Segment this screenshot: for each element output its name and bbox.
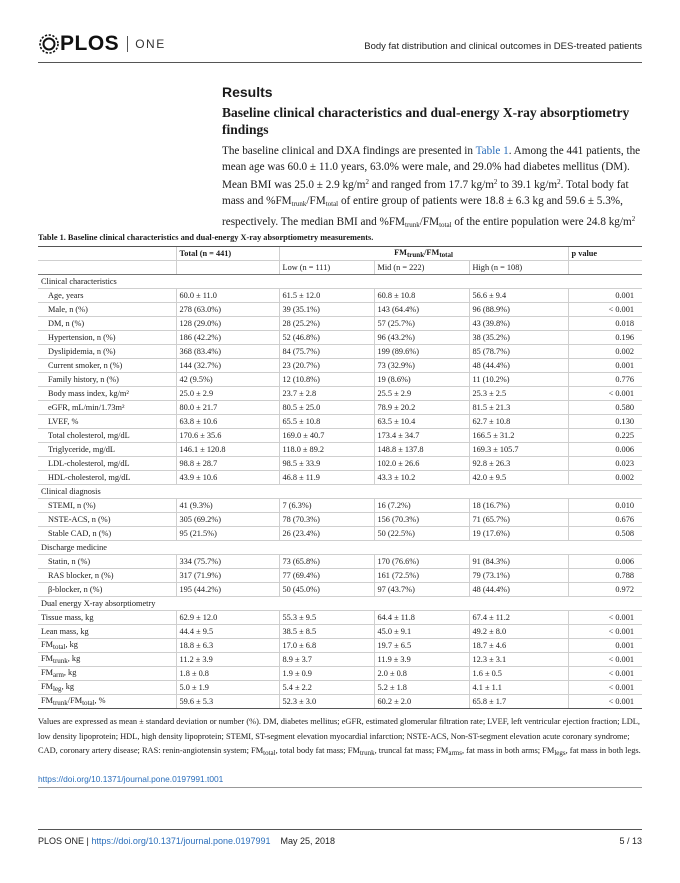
- row-label: Body mass index, kg/m²: [38, 387, 176, 401]
- plos-one-logo[interactable]: [38, 32, 166, 56]
- footer-date: May 25, 2018: [280, 836, 336, 846]
- logo-wordmark: PLOS: [60, 32, 120, 55]
- row-label: Family history, n (%): [38, 373, 176, 387]
- table-cell: 71 (65.7%): [469, 513, 568, 527]
- table-section-title: Clinical characteristics: [38, 275, 642, 289]
- table-cell: 18 (16.7%): [469, 499, 568, 513]
- table-cell: 8.9 ± 3.7: [279, 653, 374, 667]
- table-cell: 161 (72.5%): [374, 569, 469, 583]
- p-value-cell: < 0.001: [568, 653, 642, 667]
- p-value-cell: 0.002: [568, 345, 642, 359]
- table-cell: 97 (43.7%): [374, 583, 469, 597]
- table-cell: 85 (78.7%): [469, 345, 568, 359]
- p-value-cell: 0.001: [568, 289, 642, 303]
- table-doi-link[interactable]: https://doi.org/10.1371/journal.pone.0197991.t001: [38, 774, 224, 784]
- row-label: Total cholesterol, mg/dL: [38, 429, 176, 443]
- table-cell: 78 (70.3%): [279, 513, 374, 527]
- table-cell: 52.3 ± 3.0: [279, 695, 374, 709]
- table-cell: 73 (65.8%): [279, 555, 374, 569]
- table-cell: 118.0 ± 89.2: [279, 443, 374, 457]
- p-value-cell: < 0.001: [568, 695, 642, 709]
- table-cell: 62.7 ± 10.8: [469, 415, 568, 429]
- table-cell: 77 (69.4%): [279, 569, 374, 583]
- table-cell: 92.8 ± 26.3: [469, 457, 568, 471]
- table-cell: 170.6 ± 35.6: [176, 429, 279, 443]
- p-value-cell: 0.001: [568, 639, 642, 653]
- p-value-cell: 0.788: [568, 569, 642, 583]
- table-cell: 60.8 ± 10.8: [374, 289, 469, 303]
- table-row: [38, 583, 642, 597]
- row-label: Lean mass, kg: [38, 625, 176, 639]
- table-cell: 48 (44.4%): [469, 359, 568, 373]
- table-cell: 305 (69.2%): [176, 513, 279, 527]
- row-label: $FM_{leg}$, kg: [38, 681, 176, 695]
- table-cell: 12.3 ± 3.1: [469, 653, 568, 667]
- p-value-cell: < 0.001: [568, 667, 642, 681]
- p-value-cell: 0.018: [568, 317, 642, 331]
- table-cell: 2.0 ± 0.8: [374, 667, 469, 681]
- table-row: [38, 611, 642, 625]
- table-row: [38, 653, 642, 667]
- p-value-cell: 0.006: [568, 555, 642, 569]
- table-cell: 4.1 ± 1.1: [469, 681, 568, 695]
- table-cell: 195 (44.2%): [176, 583, 279, 597]
- subsection-heading: Baseline clinical characteristics and dual-energy X-ray absorptiometry findings: [222, 105, 630, 137]
- p-value-cell: < 0.001: [568, 681, 642, 695]
- table-cell: 148.8 ± 137.8: [374, 443, 469, 457]
- col-header-total: Total (n = 441): [176, 247, 279, 261]
- table-cell: 98.5 ± 33.9: [279, 457, 374, 471]
- table-cell: 80.0 ± 21.7: [176, 401, 279, 415]
- row-label: $FM_{trunk}$, kg: [38, 653, 176, 667]
- col-header-p-value: p value: [568, 247, 642, 261]
- table-section-row: [38, 597, 642, 611]
- table-cell: 25.3 ± 2.5: [469, 387, 568, 401]
- table-row: [38, 471, 642, 485]
- col-header-low: Low (n = 111): [279, 261, 374, 275]
- table-cell: 73 (32.9%): [374, 359, 469, 373]
- table-cell: 43.9 ± 10.6: [176, 471, 279, 485]
- body-paragraph: The baseline clinical and DXA findings are presented in Table 1. Among the 441 patients, the mean age was 60.0 ± 11.0 years, 63.0% were male, and 29.0% had diabetes mellitus (DM). Mean BMI was 25.0 ± 2.9 $kg/m^2$ and ranged from 17.7 $kg/m^2$ to 39.1 $kg/m^2$. Total body fat mass and $\%FM_{trunk}/FM_{total}$ of entire group of patients were 18.8 ± 6.3 kg and 59.6 ± 5.3%, respectively. The median BMI and $\%FM_{trunk}/FM_{total}$ of the entire population were 24.8 $kg/m^2$: [222, 145, 641, 230]
- table-row: [38, 513, 642, 527]
- table-row: [38, 373, 642, 387]
- row-label: LDL-cholesterol, mg/dL: [38, 457, 176, 471]
- table-1-link[interactable]: Table 1: [475, 145, 509, 157]
- table-section-row: [38, 541, 642, 555]
- row-label: β-blocker, n (%): [38, 583, 176, 597]
- row-label: RAS blocker, n (%): [38, 569, 176, 583]
- table-cell: 146.1 ± 120.8: [176, 443, 279, 457]
- table-cell: 23.7 ± 2.8: [279, 387, 374, 401]
- table-cell: 128 (29.0%): [176, 317, 279, 331]
- table-cell: 12 (10.8%): [279, 373, 374, 387]
- table-row: [38, 555, 642, 569]
- table-section-title: Discharge medicine: [38, 541, 642, 555]
- table-cell: 1.9 ± 0.9: [279, 667, 374, 681]
- table-cell: 62.9 ± 12.0: [176, 611, 279, 625]
- table-cell: 63.8 ± 10.6: [176, 415, 279, 429]
- table-cell: 7 (6.3%): [279, 499, 374, 513]
- row-label: Stable CAD, n (%): [38, 527, 176, 541]
- table-cell: 84 (75.7%): [279, 345, 374, 359]
- p-value-cell: 0.508: [568, 527, 642, 541]
- p-value-cell: < 0.001: [568, 611, 642, 625]
- table-cell: 43.3 ± 10.2: [374, 471, 469, 485]
- table-row: [38, 527, 642, 541]
- table-section-title: Dual energy X-ray absorptiometry: [38, 597, 642, 611]
- table-cell: 81.5 ± 21.3: [469, 401, 568, 415]
- p-value-cell: < 0.001: [568, 625, 642, 639]
- table-row: [38, 345, 642, 359]
- table-row: [38, 331, 642, 345]
- table-cell: 317 (71.9%): [176, 569, 279, 583]
- p-value-cell: 0.580: [568, 401, 642, 415]
- table-row: [38, 443, 642, 457]
- table-cell: 199 (89.6%): [374, 345, 469, 359]
- table-cell: 52 (46.8%): [279, 331, 374, 345]
- header-divider: [38, 62, 642, 63]
- p-value-cell: 0.225: [568, 429, 642, 443]
- col-header-mid: Mid (n = 222): [374, 261, 469, 275]
- table-cell: 28 (25.2%): [279, 317, 374, 331]
- table-row: [38, 401, 642, 415]
- table-cell: 48 (44.4%): [469, 583, 568, 597]
- table-cell: 156 (70.3%): [374, 513, 469, 527]
- row-label: Age, years: [38, 289, 176, 303]
- p-value-cell: 0.130: [568, 415, 642, 429]
- table-cell: 1.8 ± 0.8: [176, 667, 279, 681]
- table-row: [38, 569, 642, 583]
- row-label: eGFR, mL/min/1.73m²: [38, 401, 176, 415]
- p-value-cell: < 0.001: [568, 387, 642, 401]
- p-value-cell: 0.676: [568, 513, 642, 527]
- table-cell: 80.5 ± 25.0: [279, 401, 374, 415]
- table-row: [38, 457, 642, 471]
- table-cell: 46.8 ± 11.9: [279, 471, 374, 485]
- table-cell: 91 (84.3%): [469, 555, 568, 569]
- table-cell: 38 (35.2%): [469, 331, 568, 345]
- row-label: NSTE-ACS, n (%): [38, 513, 176, 527]
- row-label: DM, n (%): [38, 317, 176, 331]
- row-label: Tissue mass, kg: [38, 611, 176, 625]
- logo-one: ONE: [135, 37, 166, 51]
- page-footer: PLOS ONE | https://doi.org/10.1371/journal.pone.0197991 May 25, 2018 5 / 13: [38, 836, 642, 846]
- table-cell: 5.2 ± 1.8: [374, 681, 469, 695]
- col-header-high: High (n = 108): [469, 261, 568, 275]
- footer-divider: [38, 829, 642, 830]
- table-cell: 16 (7.2%): [374, 499, 469, 513]
- table-cell: 11.2 ± 3.9: [176, 653, 279, 667]
- footnote-divider: [38, 787, 642, 788]
- table-cell: 67.4 ± 11.2: [469, 611, 568, 625]
- table-cell: 102.0 ± 26.6: [374, 457, 469, 471]
- table-cell: 60.0 ± 11.0: [176, 289, 279, 303]
- row-label: $FM_{arm}$, kg: [38, 667, 176, 681]
- table-cell: 39 (35.1%): [279, 303, 374, 317]
- page-header: [38, 32, 642, 58]
- table-section-row: [38, 275, 642, 289]
- table-footnote: Values are expressed as mean ± standard deviation or number (%). DM, diabetes mellitus; eGFR, estimated glomerular filtration rate; LVEF, left ventricular ejection fraction; LDL, low density lipoprotein; HDL, high density lipoprotein; STEMI, ST-segment elevation myocardial infarction; NSTE-ACS, Non-ST-segment elevation acute coronary syndrome; CAD, coronary artery disease; RAS: renin-angiotensin system; $FM_{total}$, total body fat mass; $FM_{trunk}$, truncal fat mass; $FM_{arms}$, fat mass in both arms; $FM_{legs}$, fat mass in both legs.: [38, 717, 641, 758]
- table-cell: 78.9 ± 20.2: [374, 401, 469, 415]
- p-value-cell: 0.972: [568, 583, 642, 597]
- row-label: Statin, n (%): [38, 555, 176, 569]
- table-cell: 42 (9.5%): [176, 373, 279, 387]
- table-cell: 19.7 ± 6.5: [374, 639, 469, 653]
- table-row: [38, 499, 642, 513]
- row-label: $FM_{total}$, kg: [38, 639, 176, 653]
- table-cell: 18.8 ± 6.3: [176, 639, 279, 653]
- table-cell: 63.5 ± 10.4: [374, 415, 469, 429]
- table-section-row: [38, 485, 642, 499]
- p-value-cell: 0.023: [568, 457, 642, 471]
- row-label: Hypertension, n (%): [38, 331, 176, 345]
- table-cell: 166.5 ± 31.2: [469, 429, 568, 443]
- table-cell: 50 (22.5%): [374, 527, 469, 541]
- logo-divider: [127, 36, 128, 52]
- table-cell: 17.0 ± 6.8: [279, 639, 374, 653]
- table-cell: 44.4 ± 9.5: [176, 625, 279, 639]
- table-row: [38, 667, 642, 681]
- table-cell: 18.7 ± 4.6: [469, 639, 568, 653]
- row-label: Dyslipidemia, n (%): [38, 345, 176, 359]
- table-cell: 186 (42.2%): [176, 331, 279, 345]
- row-label: Male, n (%): [38, 303, 176, 317]
- table-cell: 57 (25.7%): [374, 317, 469, 331]
- running-head: Body fat distribution and clinical outcomes in DES-treated patients: [364, 41, 642, 52]
- table-row: [38, 695, 642, 709]
- row-label: LVEF, %: [38, 415, 176, 429]
- table-cell: 143 (64.4%): [374, 303, 469, 317]
- section-heading: Results: [222, 84, 273, 100]
- table-cell: 5.4 ± 2.2: [279, 681, 374, 695]
- table-cell: 41 (9.3%): [176, 499, 279, 513]
- table-row: [38, 359, 642, 373]
- table-cell: 11 (10.2%): [469, 373, 568, 387]
- table-cell: 11.9 ± 3.9: [374, 653, 469, 667]
- table-caption: Table 1. Baseline clinical characteristics and dual-energy X-ray absorptiometry measurements.: [38, 233, 374, 242]
- table-cell: 50 (45.0%): [279, 583, 374, 597]
- page-number: 5 / 13: [619, 836, 642, 846]
- row-label: HDL-cholesterol, mg/dL: [38, 471, 176, 485]
- table-row: [38, 681, 642, 695]
- table-row: [38, 289, 642, 303]
- table-cell: 98.8 ± 28.7: [176, 457, 279, 471]
- table-cell: 368 (83.4%): [176, 345, 279, 359]
- row-label: $FM_{trunk}/FM_{total}$, %: [38, 695, 176, 709]
- table-cell: 25.5 ± 2.9: [374, 387, 469, 401]
- table-cell: 45.0 ± 9.1: [374, 625, 469, 639]
- table-section-title: Clinical diagnosis: [38, 485, 642, 499]
- table-row: [38, 415, 642, 429]
- table-cell: 173.4 ± 34.7: [374, 429, 469, 443]
- table-cell: 169.3 ± 105.7: [469, 443, 568, 457]
- table-cell: 61.5 ± 12.0: [279, 289, 374, 303]
- table-row: [38, 639, 642, 653]
- baseline-characteristics-table: [38, 246, 642, 709]
- p-value-cell: 0.010: [568, 499, 642, 513]
- p-value-cell: 0.001: [568, 359, 642, 373]
- table-cell: 96 (43.2%): [374, 331, 469, 345]
- table-cell: 79 (73.1%): [469, 569, 568, 583]
- table-cell: 25.0 ± 2.9: [176, 387, 279, 401]
- table-cell: 60.2 ± 2.0: [374, 695, 469, 709]
- table-row: [38, 429, 642, 443]
- table-cell: 56.6 ± 9.4: [469, 289, 568, 303]
- row-label: STEMI, n (%): [38, 499, 176, 513]
- table-cell: 96 (88.9%): [469, 303, 568, 317]
- p-value-cell: 0.776: [568, 373, 642, 387]
- table-cell: 49.2 ± 8.0: [469, 625, 568, 639]
- table-cell: 26 (23.4%): [279, 527, 374, 541]
- table-cell: 334 (75.7%): [176, 555, 279, 569]
- p-value-cell: 0.002: [568, 471, 642, 485]
- table-cell: 278 (63.0%): [176, 303, 279, 317]
- table-row: [38, 317, 642, 331]
- table-cell: 59.6 ± 5.3: [176, 695, 279, 709]
- table-cell: 38.5 ± 8.5: [279, 625, 374, 639]
- table-cell: 170 (76.6%): [374, 555, 469, 569]
- plos-logo-icon: [38, 33, 60, 55]
- table-cell: 169.0 ± 40.7: [279, 429, 374, 443]
- table-row: [38, 625, 642, 639]
- p-value-cell: 0.006: [568, 443, 642, 457]
- table-cell: 19 (8.6%): [374, 373, 469, 387]
- table-row: [38, 387, 642, 401]
- table-cell: 64.4 ± 11.8: [374, 611, 469, 625]
- table-cell: 65.5 ± 10.8: [279, 415, 374, 429]
- p-value-cell: < 0.001: [568, 303, 642, 317]
- table-cell: 55.3 ± 9.5: [279, 611, 374, 625]
- table-cell: 1.6 ± 0.5: [469, 667, 568, 681]
- footer-doi-link[interactable]: https://doi.org/10.1371/journal.pone.0197991: [91, 836, 271, 846]
- table-cell: 144 (32.7%): [176, 359, 279, 373]
- row-label: Triglyceride, mg/dL: [38, 443, 176, 457]
- footer-journal: PLOS ONE: [38, 836, 85, 846]
- table-cell: 23 (20.7%): [279, 359, 374, 373]
- table-body: [38, 275, 642, 709]
- table-row: [38, 303, 642, 317]
- table-cell: 65.8 ± 1.7: [469, 695, 568, 709]
- table-cell: 42.0 ± 9.5: [469, 471, 568, 485]
- table-cell: 5.0 ± 1.9: [176, 681, 279, 695]
- table-cell: 95 (21.5%): [176, 527, 279, 541]
- col-header-fm-ratio: $FM_{trunk}/FM_{total}$: [279, 247, 568, 261]
- table-cell: 19 (17.6%): [469, 527, 568, 541]
- row-label: Current smoker, n (%): [38, 359, 176, 373]
- table-cell: 43 (39.8%): [469, 317, 568, 331]
- p-value-cell: 0.196: [568, 331, 642, 345]
